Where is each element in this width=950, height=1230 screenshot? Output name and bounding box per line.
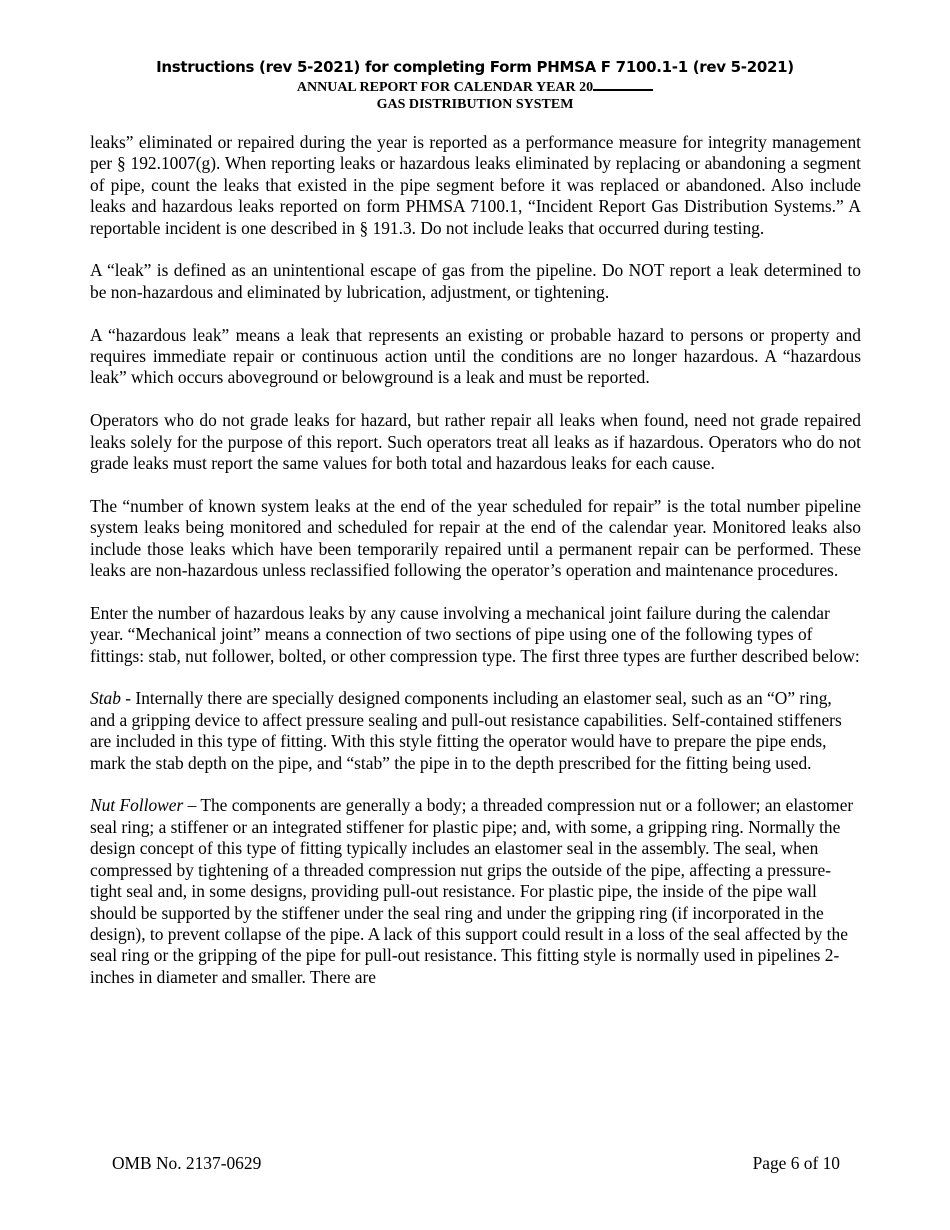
report-year-line bbox=[0, 77, 950, 96]
paragraph-leaks-eliminated: leaks” eliminated or repaired during the year is reported as a performance measure for integrity management per § 192.1007(g). When reporting leaks or hazardous leaks eliminated by replacing or abandoning a segment of pipe, count the leaks that existed in the pipe segment before it was replaced or abandoned. Also include leaks and hazardous leaks reported on form PHMSA 7100.1, “Incident Report Gas Distribution Systems.” A reportable incident is one described in § 191.3. Do not include leaks that occurred during testing. bbox=[90, 132, 861, 238]
paragraph-operators-grading: Operators who do not grade leaks for hazard, but rather repair all leaks when found, need not grade repaired leaks solely for the purpose of this report. Such operators treat all leaks as if hazardous. Operators who do not grade leaks must report the same values for both total and hazardous leaks for each cause. bbox=[90, 410, 861, 474]
year-blank-field bbox=[593, 77, 653, 91]
document-title: Instructions (rev 5-2021) for completing Form PHMSA F 7100.1-1 (rev 5-2021) bbox=[156, 58, 794, 76]
omb-number: OMB No. 2137-0629 bbox=[112, 1153, 262, 1173]
stab-description: - Internally there are specially designed components including an elastomer seal, such as an “O” ring, and a gripping device to affect pressure sealing and pull-out resistance capabilities. Self-contained stiffeners are included in this type of fitting. With this style fitting the operator would have to prepare the pipe ends, mark the stab depth on the pipe, and “stab” the pipe in to the depth prescribed for the fitting being used. bbox=[90, 688, 842, 773]
paragraph-nut-follower bbox=[90, 795, 861, 988]
term-stab: Stab bbox=[90, 688, 121, 709]
body-text bbox=[90, 132, 861, 988]
system-type-subtitle: GAS DISTRIBUTION SYSTEM bbox=[376, 97, 574, 112]
nut-follower-description: – The components are generally a body; a threaded compression nut or a follower; an elastomer seal ring; a stiffener or an integrated stiffener for plastic pipe; and, with some, a gripping ring. Normally the design concept of this type of fitting typically includes an elastomer seal in the assembly. The seal, when compressed by tightening of a threaded compression nut grips the outside of the pipe, affecting a pressure-tight seal and, in some designs, providing pull-out resistance. For plastic pipe, the inside of the pipe wall should be supported by the stiffener under the seal ring and under the gripping ring (if incorporated in the design), to prevent collapse of the pipe. A lack of this support could result in a loss of the seal affected by the seal ring or the gripping of the pipe for pull-out resistance. This fitting style is normally used in pipelines 2-inches in diameter and smaller. There are bbox=[90, 795, 854, 987]
term-nut-follower: Nut Follower bbox=[90, 795, 184, 816]
paragraph-leak-definition: A “leak” is defined as an unintentional escape of gas from the pipeline. Do NOT report a leak determined to be non-hazardous and eliminated by lubrication, adjustment, or tightening. bbox=[90, 260, 861, 302]
paragraph-mechanical-joint: Enter the number of hazardous leaks by any cause involving a mechanical joint failure during the calendar year. “Mechanical joint” means a connection of two sections of pipe using one of the following types of fittings: stab, nut follower, bolted, or other compression type. The first three types are further described below: bbox=[90, 602, 860, 666]
paragraph-stab bbox=[90, 688, 861, 774]
page-header bbox=[0, 58, 950, 113]
page-number: Page 6 of 10 bbox=[752, 1153, 840, 1173]
report-year-label: ANNUAL REPORT FOR CALENDAR YEAR 20 bbox=[296, 80, 594, 95]
paragraph-hazardous-leak-definition: A “hazardous leak” means a leak that represents an existing or probable hazard to persons or property and requires immediate repair or continuous action until the conditions are no longer hazardous. A “hazardous leak” which occurs aboveground or belowground is a leak and must be reported. bbox=[90, 324, 861, 388]
paragraph-known-system-leaks: The “number of known system leaks at the end of the year scheduled for repair” is the total number pipeline system leaks being monitored and scheduled for repair at the end of the calendar year. Monitored leaks also include those leaks which have been temporarily repaired until a permanent repair can be performed. These leaks are non-hazardous unless reclassified following the operator’s operation and maintenance procedures. bbox=[90, 495, 861, 581]
